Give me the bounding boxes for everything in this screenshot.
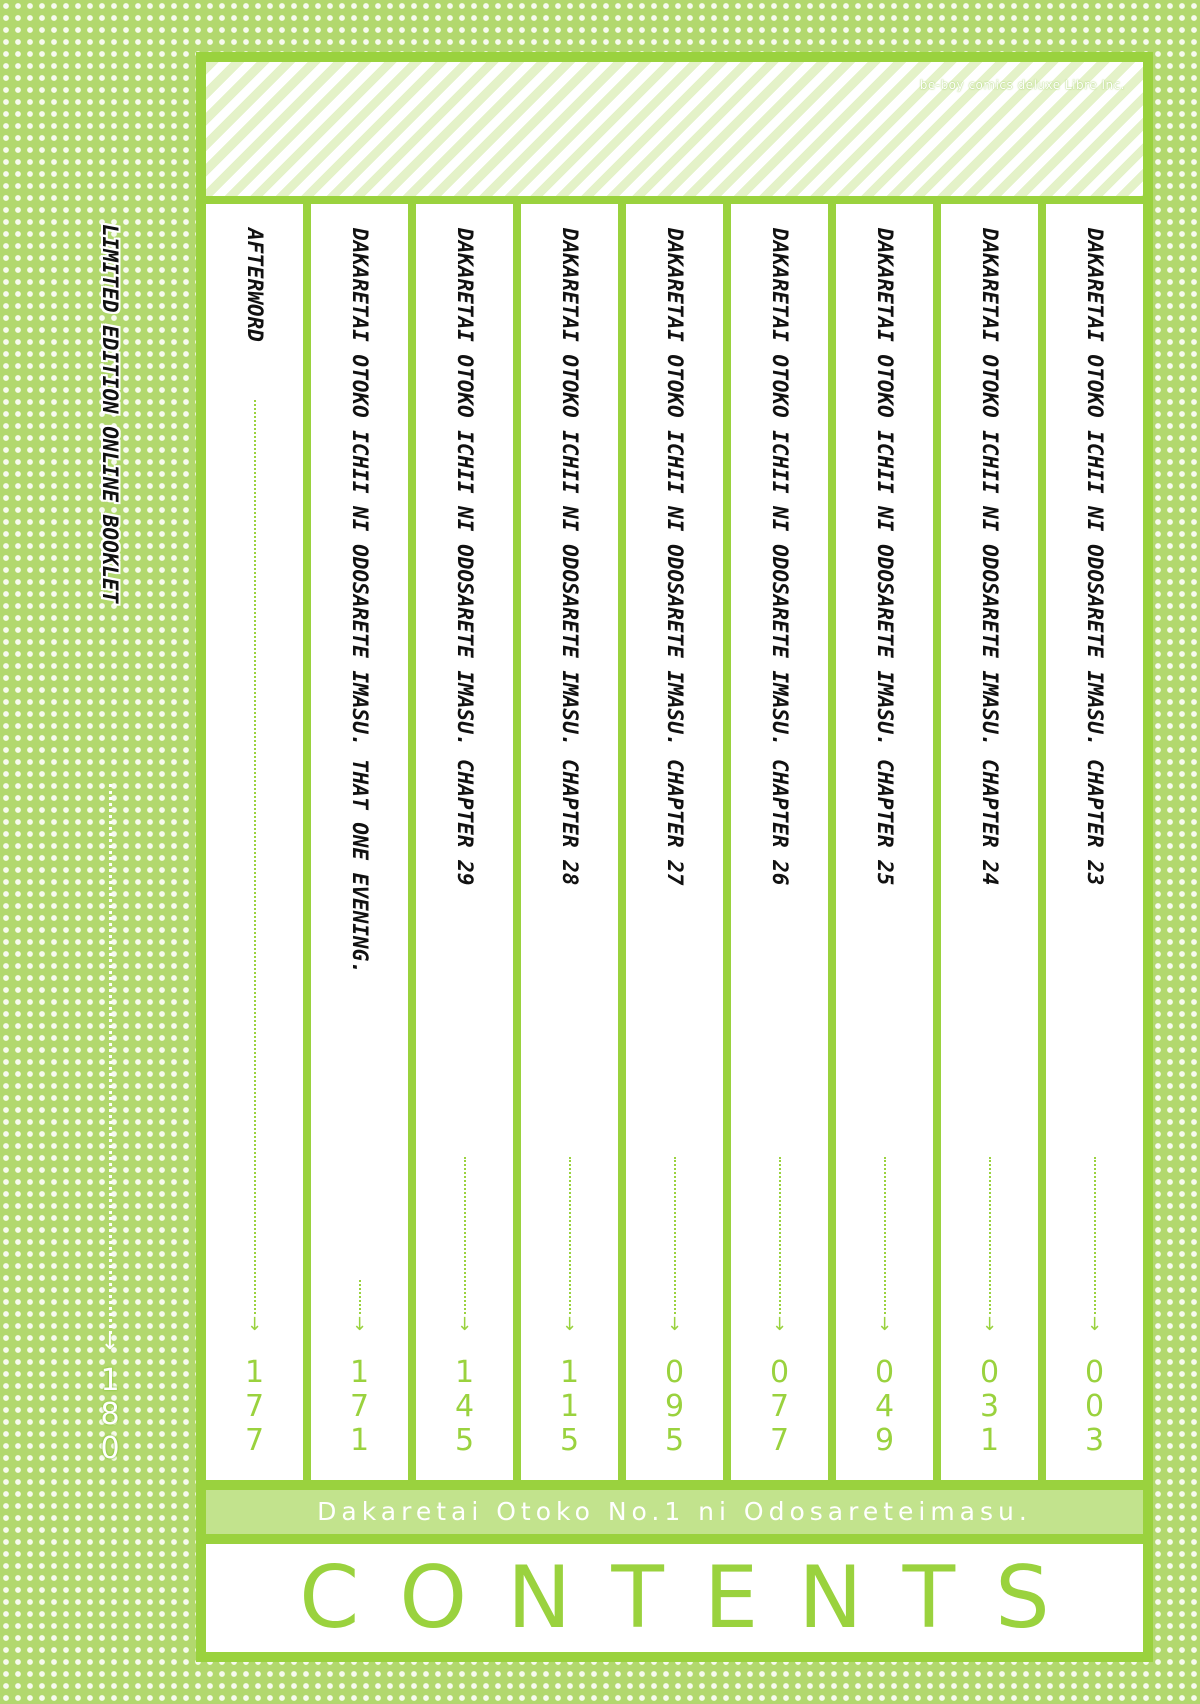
header-stripe-panel	[206, 62, 1143, 196]
chapter-title: DAKARETAI OTOKO ICHII NI ODOSARETE IMASU. CHAPTER 24	[977, 228, 1002, 886]
arrow-down-icon: ↓	[771, 1314, 788, 1335]
chapter-entry[interactable]	[206, 204, 303, 1480]
page-number: 1 7 7	[244, 1355, 265, 1458]
arrow-down-icon: ↓	[1086, 1314, 1103, 1335]
booklet-leader-dots	[109, 784, 112, 1334]
chapter-entry[interactable]	[1046, 204, 1143, 1480]
booklet-title: LIMITED EDITION ONLINE BOOKLET	[98, 224, 122, 604]
chapter-list	[206, 204, 1143, 1480]
arrow-down-icon: ↓	[246, 1314, 263, 1335]
publisher-label: be-boy comics deluxe Libre Inc.	[919, 78, 1125, 92]
chapter-title: DAKARETAI OTOKO ICHII NI ODOSARETE IMASU. CHAPTER 28	[557, 228, 582, 886]
leader-dots	[884, 1157, 886, 1314]
booklet-page-number: 1 8 0	[100, 1363, 120, 1466]
chapter-title: DAKARETAI OTOKO ICHII NI ODOSARETE IMASU. CHAPTER 29	[452, 228, 477, 886]
leader-dots	[674, 1157, 676, 1314]
booklet-entry[interactable]	[82, 224, 138, 1466]
chapter-entry[interactable]	[626, 204, 723, 1480]
arrow-down-icon: ↓	[981, 1314, 998, 1335]
arrow-down-icon: ↓	[351, 1314, 368, 1335]
chapter-entry[interactable]	[731, 204, 828, 1480]
chapter-entry[interactable]	[311, 204, 408, 1480]
page-number: 1 1 5	[559, 1355, 580, 1458]
page-number: 0 0 3	[1084, 1355, 1105, 1458]
chapter-title: DAKARETAI OTOKO ICHII NI ODOSARETE IMASU. CHAPTER 27	[662, 228, 687, 886]
arrow-down-icon: ↓	[666, 1314, 683, 1335]
chapter-title: DAKARETAI OTOKO ICHII NI ODOSARETE IMASU. CHAPTER 26	[767, 228, 792, 886]
arrow-down-icon: ↓	[876, 1314, 893, 1335]
leader-dots	[779, 1157, 781, 1314]
page-number: 0 4 9	[874, 1355, 895, 1458]
leader-dots	[359, 1280, 361, 1314]
page-number: 0 9 5	[664, 1355, 685, 1458]
leader-dots	[464, 1157, 466, 1314]
page-number: 0 7 7	[769, 1355, 790, 1458]
series-subtitle: Dakaretai Otoko No.1 ni Odosareteimasu.	[206, 1490, 1143, 1534]
chapter-entry[interactable]	[941, 204, 1038, 1480]
booklet-arrow-icon: ↓	[100, 1330, 120, 1355]
chapter-entry[interactable]	[521, 204, 618, 1480]
chapter-title: AFTERWORD	[242, 228, 267, 342]
leader-dots	[989, 1157, 991, 1314]
contents-frame	[196, 52, 1153, 1662]
leader-dots	[569, 1157, 571, 1314]
chapter-title: DAKARETAI OTOKO ICHII NI ODOSARETE IMASU. CHAPTER 25	[872, 228, 897, 886]
page-number: 1 4 5	[454, 1355, 475, 1458]
chapter-title: DAKARETAI OTOKO ICHII NI ODOSARETE IMASU. CHAPTER 23	[1082, 228, 1107, 886]
page-number: 1 7 1	[349, 1355, 370, 1458]
chapter-title: DAKARETAI OTOKO ICHII NI ODOSARETE IMASU. THAT ONE EVENING.	[347, 228, 372, 974]
chapter-entry[interactable]	[416, 204, 513, 1480]
leader-dots	[254, 400, 256, 1314]
leader-dots	[1094, 1157, 1096, 1314]
chapter-entry[interactable]	[836, 204, 933, 1480]
arrow-down-icon: ↓	[561, 1314, 578, 1335]
contents-heading: CONTENTS	[206, 1544, 1143, 1652]
arrow-down-icon: ↓	[456, 1314, 473, 1335]
page-number: 0 3 1	[979, 1355, 1000, 1458]
